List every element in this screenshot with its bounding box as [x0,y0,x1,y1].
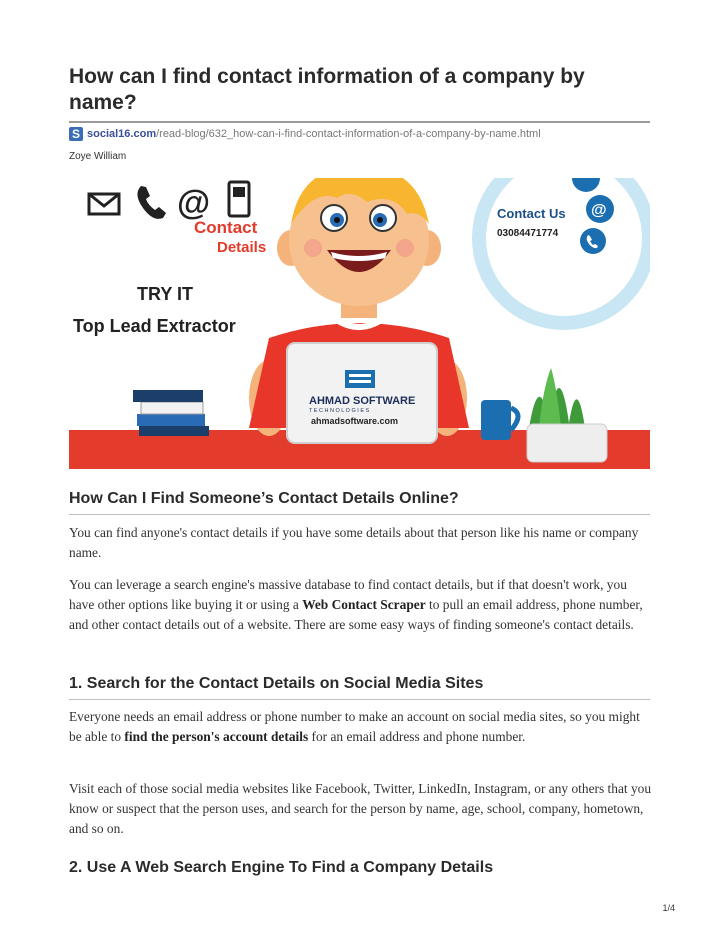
author-name: Zoye William [69,151,127,162]
title-divider [69,121,650,123]
section-divider-2 [69,699,650,700]
hero-illustration [69,178,650,469]
paragraph-2-pre: You can leverage a search engine's massive database to find contact details, but if that doesn't work, you have other options like buying it or using a [69,577,627,612]
source-domain-link[interactable]: social16.com [87,128,157,140]
contact-us-label: Contact Us [497,206,566,221]
paragraph-2-post: to pull an email address, phone number, and other contact details out of a website. There are some easy ways of finding someone's contact details. [69,597,643,632]
tagline-label: Top Lead Extractor [73,316,236,336]
source-path: /read-blog/632_how-can-i-find-contact-information-of-a-company-by-name.html [156,128,541,140]
page-number: 1/4 [662,903,675,913]
laptop-sub: T E C H N O L O G I E S [309,408,370,414]
page-title: How can I find contact information of a company by name? [69,65,585,114]
paragraph-1: You can find anyone's contact details if you have some details about that person like his name or company name. [69,525,639,560]
contact-phone-number: 03084471774 [497,228,559,239]
source-line [69,126,541,142]
paragraph-3-pre: Everyone needs an email address or phone number to make an account on social media sites, so you might be able to [69,709,640,744]
laptop-brand: AHMAD SOFTWARE [309,395,416,407]
books-stack [133,390,209,436]
site-logo-icon: S [69,127,83,141]
section-heading-2: 1. Search for the Contact Details on Social Media Sites [69,675,484,692]
paragraph-3-post: for an email address and phone number. [308,729,526,744]
section-divider-1 [69,514,650,515]
at-icon: @ [177,184,211,222]
contact-label: Contact [194,218,258,237]
details-label: Details [217,239,267,256]
paragraph-4: Visit each of those social media websites like Facebook, Twitter, LinkedIn, Instagram, or any others that you know or suspect that the person uses, and search for the person by name, age, school, company, hometown, and so on. [69,781,652,836]
paragraph-3 [69,707,654,747]
section-heading-1: How Can I Find Someone’s Contact Details Online? [69,490,459,507]
hero-image [69,178,650,469]
section-heading-3: 2. Use A Web Search Engine To Find a Company Details [69,859,494,876]
laptop [287,343,437,443]
find-account-details-link[interactable]: find the person's account details [124,729,309,744]
web-contact-scraper-link[interactable]: Web Contact Scraper [302,597,426,612]
laptop-url: ahmadsoftware.com [311,416,399,426]
paragraph-2 [69,575,654,635]
try-it-label: TRY IT [137,284,194,304]
badge-at-icon: @ [591,202,607,219]
